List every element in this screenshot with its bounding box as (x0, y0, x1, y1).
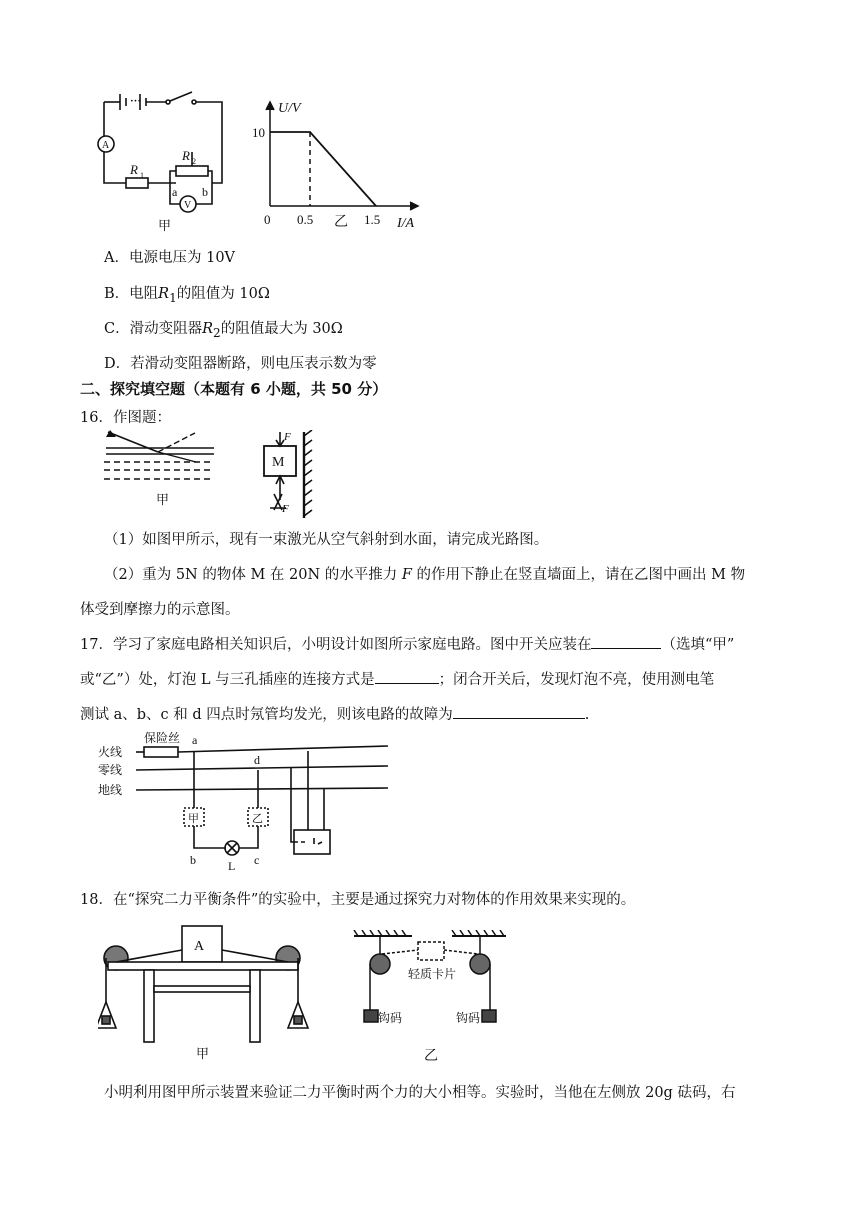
point-c: c (254, 853, 260, 867)
answer-blank-1[interactable] (591, 634, 661, 649)
wall-block-figure (252, 430, 322, 518)
force-label-bottom: F (282, 503, 289, 515)
light-card-label: 轻质卡片 (408, 967, 457, 981)
option-a: A．电源电压为 10V (104, 250, 236, 266)
force-label-top: F (284, 431, 291, 443)
point-d: d (254, 753, 260, 767)
q18-line1: 18．在“探究二力平衡条件”的实验中，主要是通过探究力对物体的作用效果来实现的。 (80, 892, 636, 908)
block-a-label: A (194, 939, 205, 954)
y-axis-label: U/V (278, 101, 301, 116)
answer-blank-3[interactable] (453, 704, 585, 719)
weight-right-label: 钩码 (456, 1011, 481, 1025)
household-circuit-figure (98, 726, 398, 876)
point-a: a (192, 733, 198, 747)
x-tick-15: 1.5 (364, 212, 381, 227)
q18-line2: 小明利用图甲所示装置来验证二力平衡时两个力的大小相等。实验时，当他在左侧放 20g 砝码，右 (104, 1085, 736, 1101)
caption-jia: 甲 (158, 218, 172, 233)
switch-yi-label: 乙 (252, 813, 263, 825)
q16-part1: （1）如图甲所示，现有一束激光从空气斜射到水面，请完成光路图。 (104, 532, 549, 548)
light-card-figure (352, 930, 512, 1064)
x-axis-label: I/A (397, 216, 415, 231)
block-m-label: M (272, 455, 285, 470)
option-b: B．电阻$R_1$的阻值为 10Ω (104, 286, 270, 305)
voltmeter-label: V (184, 200, 192, 211)
q16-part2-line1: （2）重为 5N 的物体 M 在 20N 的水平推力 F 的作用下静止在竖直墙面上，请在乙图中画出 M 物 (104, 567, 746, 583)
ammeter-label: A (102, 140, 110, 151)
caption-yi: 乙 (334, 215, 348, 230)
r1-label: R (130, 162, 138, 177)
ui-graph-yi (252, 96, 432, 236)
switch-jia-label: 甲 (188, 813, 199, 825)
option-c: C．滑动变阻器$R_2$的阻值最大为 30Ω (104, 321, 343, 340)
weight-left-label: 钩码 (378, 1011, 403, 1025)
answer-blank-2[interactable] (375, 669, 439, 684)
neutral-wire-label: 零线 (98, 763, 123, 777)
ground-wire-label: 地线 (98, 783, 123, 797)
q17-line2: 或“乙”）处，灯泡 L 与三孔插座的连接方式是 ；闭合开关后，发现灯泡不亮，使用测电笔 (80, 668, 714, 689)
lamp-label: L (228, 859, 236, 873)
balance-table-figure (98, 924, 310, 1060)
section-heading: 二、探究填空题（本题有 6 小题，共 50 分） (80, 380, 388, 398)
r2-label: R (182, 148, 190, 163)
point-a-label: a (172, 185, 178, 199)
caption-jia-18: 甲 (196, 1046, 210, 1060)
circuit-diagram-jia (96, 88, 246, 238)
fuse-label: 保险丝 (144, 731, 181, 745)
x-tick-05: 0.5 (297, 212, 314, 227)
option-d: D．若滑动变阻器断路，则电压表示数为零 (104, 356, 377, 372)
point-b: b (190, 853, 196, 867)
y-tick-10: 10 (252, 125, 265, 140)
caption-yi-18: 乙 (424, 1049, 438, 1064)
svg-text:···: ··· (130, 95, 142, 107)
origin-label: 0 (264, 212, 271, 227)
point-b-label: b (202, 185, 208, 199)
q17-line3: 测试 a、b、c 和 d 四点时氖管均发光，则该电路的故障为 . (80, 703, 589, 724)
refraction-figure (100, 430, 220, 510)
q17-line1: 17．学习了家庭电路相关知识后，小明设计如图所示家庭电路。图中开关应装在 （选填“甲” (80, 633, 734, 654)
q16-intro: 16．作图题： (80, 410, 171, 426)
live-wire-label: 火线 (98, 745, 123, 759)
r2-sub: 2 (192, 157, 196, 166)
caption-jia-16: 甲 (156, 492, 170, 507)
r1-sub: 1 (140, 171, 144, 180)
q16-part2-line2: 体受到摩擦力的示意图。 (80, 602, 240, 618)
